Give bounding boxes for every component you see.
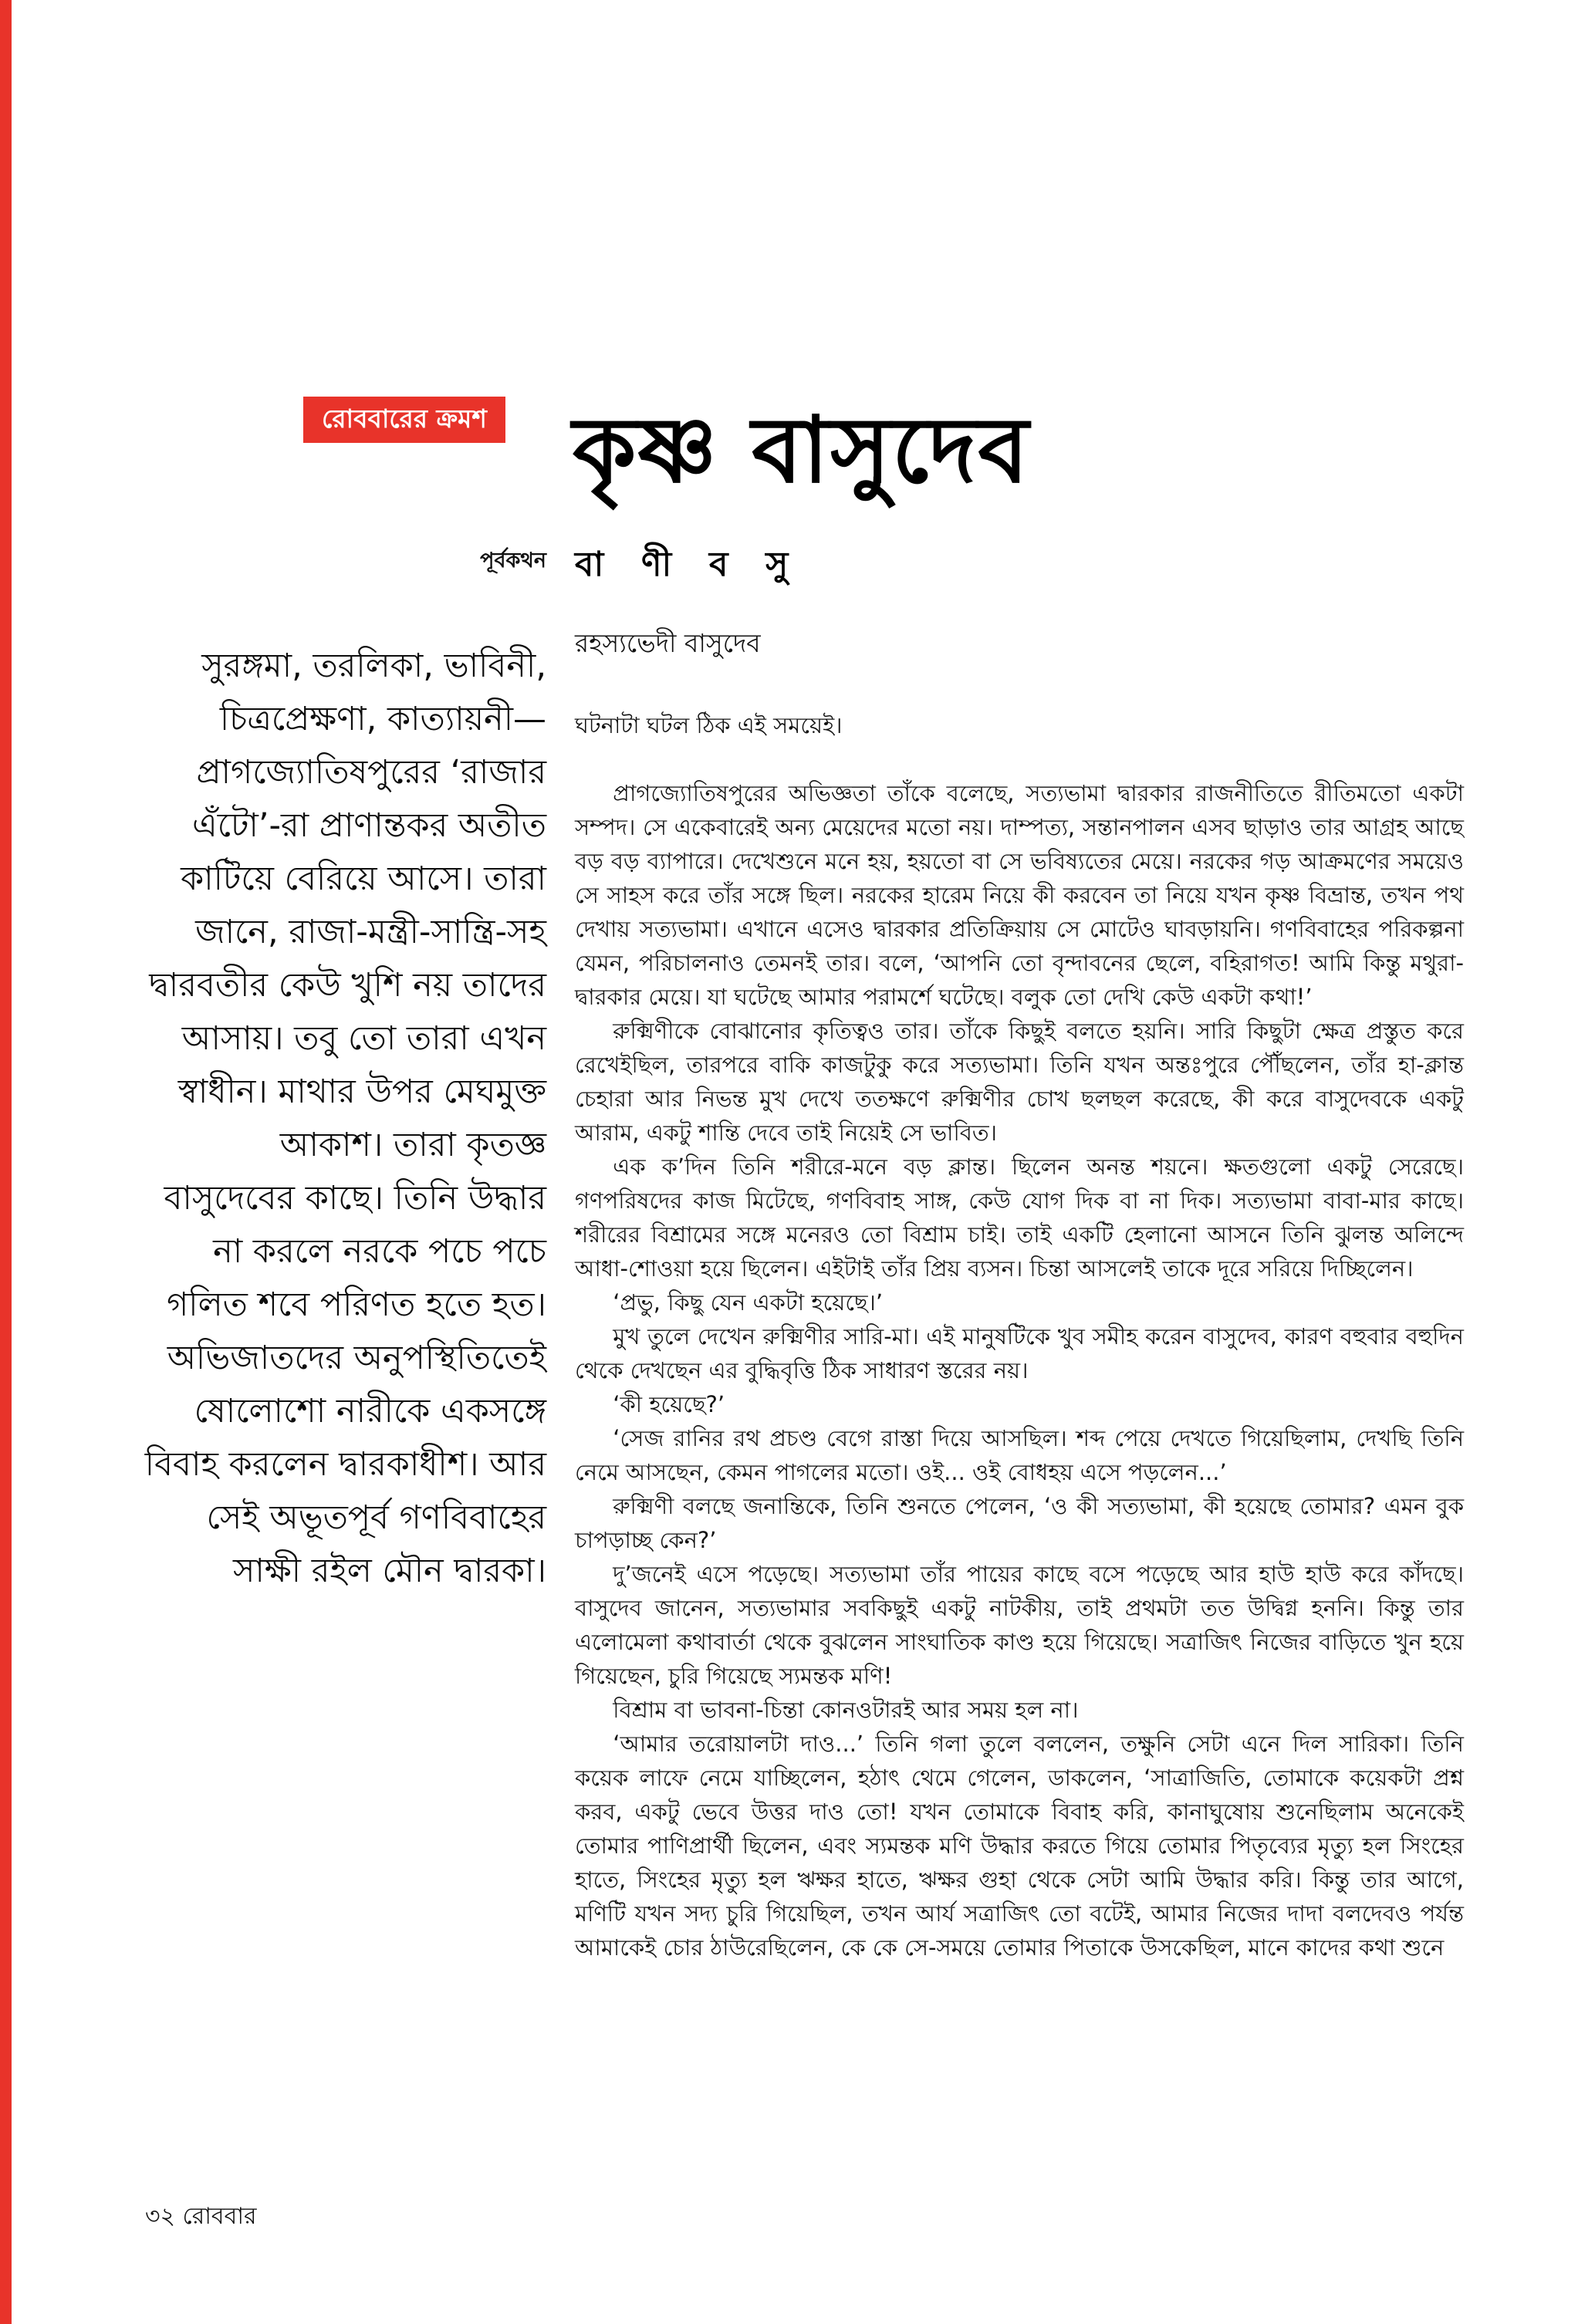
- author-name: বা ণী ব সু: [575, 545, 801, 584]
- lead-sentence: ঘটনাটা ঘটল ঠিক এই সময়েই।: [575, 712, 843, 738]
- left-column: [139, 545, 546, 1598]
- body-paragraph: রুক্মিণী বলছে জনান্তিকে, তিনি শুনতে পেলেন, ‘ও কী সত্যভামা, কী হয়েছে তোমার? এমন বুক চাপড়াচ্ছ কেন?’: [575, 1493, 1464, 1553]
- article-body: [575, 776, 1464, 1964]
- article-subtitle: রহস্যভেদী বাসুদেব: [575, 628, 761, 658]
- body-paragraph: ‘আমার তরোয়ালটা দাও...’ তিনি গলা তুলে বললেন, তক্ষুনি সেটা এনে দিল সারিকা। তিনি কয়েক লাফে নেমে যাচ্ছিলেন, হঠাৎ থেমে গেলেন, ডাকলেন, ‘সাত্রাজিতি, তোমাকে কয়েকটা প্রশ্ন করব, একটু ভেবে উত্তর দাও তো! যখন তোমাকে বিবাহ করি, কানাঘুষোয় শুনেছিলাম অনেকেই তোমার পাণিপ্রার্থী ছিলেন, এবং স্যমন্তক মণি উদ্ধার করতে গিয়ে তোমার পিতৃব্যের মৃত্যু হল সিংহের হাতে, সিংহের মৃত্যু হল ঋক্ষর হাতে, ঋক্ষর গুহা থেকে সেটা আমি উদ্ধার করি। কিন্তু তার আগে, মণিটি যখন সদ্য চুরি গিয়েছিল, তখন আর্য সত্রাজিৎ তো বটেই, আমার নিজের দাদা বলদেবও পর্যন্ত আমাকেই চোর ঠাউরেছিলেন, কে কে সে-সময়ে তোমার পিতাকে উসকেছিল, মানে কাদের কথা শুনে: [575, 1731, 1464, 1961]
- body-paragraph: দু’জনেই এসে পড়েছে। সত্যভামা তাঁর পায়ের কাছে বসে পড়েছে আর হাউ হাউ করে কাঁদছে। বাসুদেব জানেন, সত্যভামার সবকিছুই একটু নাটকীয়, তাই প্রথমটা তত উদ্বিগ্ন হননি। কিন্তু তার এলোমেলা কথাবার্তা থেকে বুঝলেন সাংঘাতিক কাণ্ড হয়ে গিয়েছে। সত্রাজিৎ নিজের বাড়িতে খুন হয়ে গিয়েছেন, চুরি গিয়েছে স্যমন্তক মণি!: [575, 1561, 1464, 1689]
- section-label: পূর্বকথন: [480, 549, 546, 573]
- main-column: [575, 708, 1464, 1964]
- body-paragraph: ‘কী হয়েছে?’: [613, 1391, 725, 1417]
- body-paragraph: প্রাগজ্যোতিষপুরের অভিজ্ঞতা তাঁকে বলেছে, সত্যভামা দ্বারকার রাজনীতিতে রীতিমতো একটা সম্পদ। সে একেবারেই অন্য মেয়েদের মতো নয়। দাম্পত্য, সন্তানপালন এসব ছাড়াও তার আগ্রহ আছে বড় বড় ব্যাপারে। দেখেশুনে মনে হয়, হয়তো বা সে ভবিষ্যতের মেয়ে। নরকের গড় আক্রমণের সময়েও সে সাহস করে তাঁর সঙ্গে ছিল। নরকের হারেম নিয়ে কী করবেন তা নিয়ে যখন কৃষ্ণ বিভ্রান্ত, তখন পথ দেখায় সত্যভামা। এখানে এসেও দ্বারকার প্রতিক্রিয়ায় সে মোটেও ঘাবড়ায়নি। গণবিবাহের পরিকল্পনা যেমন, পরিচালনাও তেমনই তার। বলে, ‘আপনি তো বৃন্দাবনের ছেলে, বহিরাগত! আমি কিন্তু মথুরা-দ্বারকার মেয়ে। যা ঘটেছে আমার পরামর্শে ঘটেছে। বলুক তো দেখি কেউ একটা কথা!’: [575, 780, 1464, 1010]
- kicker-badge: রোববারের ক্রমশ: [303, 397, 505, 443]
- pull-quote: সুরঙ্গমা, তরলিকা, ভাবিনী, চিত্রপ্রেক্ষণা, কাত্যায়নী— প্রাগজ্যোতিষপুরের ‘রাজার এঁটো’-রা প্রাণান্তকর অতীত কাটিয়ে বেরিয়ে আসে। তারা জানে, রাজা-মন্ত্রী-সান্ত্রি-সহ দ্বারবতীর কেউ খুশি নয় তাদের আসায়। তবু তো তারা এখন স্বাধীন। মাথার উপর মেঘমুক্ত আকাশ। তারা কৃতজ্ঞ বাসুদেবের কাছে। তিনি উদ্ধার না করলে নরকে পচে পচে গলিত শবে পরিণত হতে হত। অভিজাতদের অনুপস্থিতিতেই ষোলোশো নারীকে একসঙ্গে বিবাহ করলেন দ্বারকাধীশ। আর সেই অভূতপূর্ব গণবিবাহের সাক্ষী রইল মৌন দ্বারকা।: [144, 647, 546, 1590]
- body-paragraph: এক ক’দিন তিনি শরীরে-মনে বড় ক্লান্ত। ছিলেন অনন্ত শয়নে। ক্ষতগুলো একটু সেরেছে। গণপরিষদের কাজ মিটেছে, গণবিবাহ সাঙ্গ, কেউ যোগ দিক বা না দিক। সত্যভামা বাবা-মার কাছে। শরীরের বিশ্রামের সঙ্গে মনেরও তো বিশ্রাম চাই। তাই একটি হেলানো আসনে তিনি ঝুলন্ত অলিন্দে আধা-শোওয়া হয়ে ছিলেন। এইটাই তাঁর প্রিয় ব্যসন। চিন্তা আসলেই তাকে দূরে সরিয়ে দিচ্ছিলেন।: [575, 1154, 1464, 1282]
- article-title: কৃষ্ণ বাসুদেব: [573, 397, 1031, 504]
- body-paragraph: রুক্মিণীকে বোঝানোর কৃতিত্বও তার। তাঁকে কিছুই বলতে হয়নি। সারি কিছুটা ক্ষেত্র প্রস্তুত করে রেখেইছিল, তারপরে বাকি কাজটুকু করে সত্যভামা। তিনি যখন অন্তঃপুরে পৌঁছলেন, তাঁর হা-ক্লান্ত চেহারা আর নিভন্ত মুখ দেখে ততক্ষণে রুক্মিণীর চোখ ছলছল করেছে, কী করে বাসুদেবকে একটু আরাম, একটু শান্তি দেবে তাই নিয়েই সে ভাবিত।: [575, 1018, 1464, 1146]
- body-paragraph: বিশ্রাম বা ভাবনা-চিন্তা কোনওটারই আর সময় হল না।: [613, 1697, 1079, 1723]
- left-accent-stripe: [0, 0, 12, 2324]
- body-paragraph: ‘প্রভু, কিছু যেন একটা হয়েছে।’: [613, 1289, 884, 1316]
- body-paragraph: মুখ তুলে দেখেন রুক্মিণীর সারি-মা। এই মানুষটিকে খুব সমীহ করেন বাসুদেব, কারণ বহুবার বহুদিন থেকে দেখছেন এর বুদ্ধিবৃত্তি ঠিক সাধারণ স্তরের নয়।: [575, 1323, 1464, 1383]
- body-paragraph: ‘সেজ রানির রথ প্রচণ্ড বেগে রাস্তা দিয়ে আসছিল। শব্দ পেয়ে দেখতে গিয়েছিলাম, দেখছি তিনি নেমে আসছেন, কেমন পাগলের মতো। ওই... ওই বোধহয় এসে পড়লেন...’: [575, 1425, 1464, 1485]
- page-number-footer: ৩২ রোববার: [145, 2203, 257, 2230]
